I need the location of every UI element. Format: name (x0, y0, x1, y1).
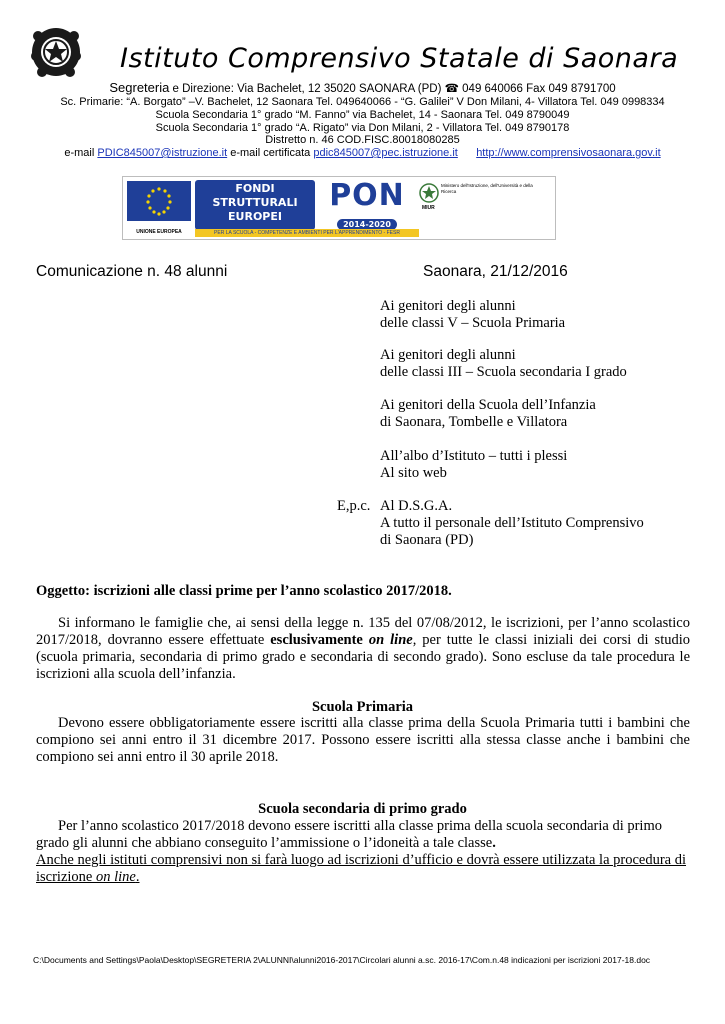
recipient-line: di Saonara (PD) (380, 532, 474, 548)
epc-label: E,p.c. (337, 498, 371, 514)
fondi-strutturali-logo (195, 180, 315, 230)
primaria-paragraph: Devono essere obbligatoriamente essere iscritti alla classe prima della Scuola Primaria tutti i bambini che compiono sei anni entro il 31 dicembre 2017. Possono essere iscritti alla stessa classe anche i bambini che compiono sei anni entro il 30 aprile 2018. (36, 715, 690, 765)
segreteria-label: Segreteria (109, 80, 170, 95)
recipient-line: Ai genitori degli alunni (380, 298, 516, 314)
pon-strip: PER LA SCUOLA - COMPETENZE E AMBIENTI PER L'APPRENDIMENTO - FESR (195, 229, 419, 237)
u2-text: iscrizione (36, 869, 96, 885)
recipient-block-1 (380, 298, 565, 332)
secondaria-underlined-2 (36, 869, 140, 886)
pon-logo (319, 180, 415, 228)
pon-text: PON (329, 178, 405, 213)
eu-label: UNIONE EUROPEA (136, 229, 182, 235)
recipient-line: delle classi III – Scuola secondaria I grado (380, 364, 627, 380)
fondi-line2: STRUTTURALI (212, 196, 298, 209)
pec-link[interactable]: pdic845007@pec.istruzione.it (313, 147, 458, 159)
secondaria-line-2 (36, 835, 496, 852)
comunicazione-number: Comunicazione n. 48 alunni (36, 263, 228, 280)
intro-bold-italic: on line (368, 632, 413, 648)
fondi-line3: EUROPEI (228, 210, 282, 223)
recipient-line: Ai genitori degli alunni (380, 347, 516, 363)
eu-flag-icon (127, 181, 191, 221)
eu-logo (127, 181, 191, 233)
recipient-block-2 (380, 347, 627, 381)
secondaria-line-2-text: grado gli alunni che abbiano conseguito l’ammissione o l’idoneità a tale classe (36, 835, 493, 851)
recipient-line: All’albo d’Istituto – tutti i plessi (380, 448, 568, 464)
school-name-title: Istituto Comprensivo Statale di Saonara (120, 43, 679, 74)
u2-end: . (135, 869, 140, 885)
distretto-line: Distretto n. 46 COD.FISC.80018080285 (265, 134, 460, 146)
recipient-line: A tutto il personale dell’Istituto Comprensivo (380, 515, 644, 531)
pec-label: e-mail certificata (227, 147, 314, 159)
recipient-line: Al sito web (380, 465, 447, 481)
fanno-line: Scuola Secondaria 1° grado “M. Fanno” via Bachelet, 14 - Saonara Tel. 049 8790049 (155, 109, 570, 121)
contacts-line (0, 147, 725, 159)
recipient-block-4 (380, 448, 567, 482)
primaria-title: Scuola Primaria (311, 699, 414, 715)
secondaria-underlined-1: Anche negli istituti comprensivi non si farà luogo ad iscrizioni d’ufficio e dovrà essere utilizzata la procedura di (36, 852, 687, 868)
intro-text-1: Si informano le famiglie che, ai sensi della legge n. 135 del 07/08/2012, le iscrizioni, per l’anno scolastico 2017/2018, dovranno essere effettuate (36, 615, 690, 648)
pon-years: 2014-2020 (337, 219, 397, 230)
secondaria-line-1: Per l’anno scolastico 2017/2018 devono essere iscritti alla classe prima della scuola secondaria di primo (58, 818, 662, 834)
website-link[interactable]: http://www.comprensivosaonara.gov.it (476, 147, 661, 159)
segreteria-address: e Direzione: Via Bachelet, 12 35020 SAONARA (PD) ☎ 049 640066 Fax 049 8791700 (169, 83, 616, 95)
recipient-line: Al D.S.G.A. (380, 498, 453, 514)
fondi-line1: FONDI (235, 182, 275, 195)
pon-banner (122, 176, 556, 240)
recipient-line: di Saonara, Tombelle e Villatora (380, 414, 568, 430)
oggetto-line: Oggetto: iscrizioni alle classi prime per l’anno scolastico 2017/2018. (36, 583, 452, 599)
segreteria-line (0, 80, 725, 95)
recipient-line: Ai genitori della Scuola dell’Infanzia (380, 397, 596, 413)
email-label: e-mail (64, 147, 98, 159)
secondaria-line-2-end: . (492, 835, 496, 851)
republic-emblem-icon (30, 26, 82, 78)
italy-emblem-icon (419, 183, 439, 203)
u2-italic: on line (96, 869, 136, 885)
ministry-text: Ministero dell'Istruzione, dell'Università e della Ricerca (441, 183, 533, 194)
secondaria-title: Scuola secondaria di primo grado (258, 801, 467, 817)
rigato-line: Scuola Secondaria 1° grado “A. Rigato” via Don Milani, 2 - Villatora Tel. 049 8790178 (155, 122, 570, 134)
recipient-line: delle classi V – Scuola Primaria (380, 315, 566, 331)
miur-label: MIUR (422, 205, 435, 211)
date-place: Saonara, 21/12/2016 (423, 263, 568, 280)
email-link[interactable]: PDIC845007@istruzione.it (97, 147, 228, 159)
recipient-block-3 (380, 397, 596, 431)
intro-bold: esclusivamente (270, 632, 363, 648)
intro-text-2: , per tutte le classi iniziali dei corsi di studio (scuola primaria, secondaria di primo grado e secondaria di secondo grado). Sono escluse da tale procedura le iscrizioni alla scuola dell’infanzia. (36, 632, 690, 682)
intro-paragraph (36, 615, 690, 683)
primarie-line: Sc. Primarie: “A. Borgato” –V. Bachelet, 12 Saonara Tel. 049640066 - “G. Galilei” V Don Milani, 4- Villatora Tel. 049 0998334 (60, 96, 665, 108)
recipient-block-5 (380, 498, 644, 549)
file-path-footer: C:\Documents and Settings\Paola\Desktop\SEGRETERIA 2\ALUNNI\alunni2016-2017\Circolari alunni a.sc. 2016-17\Com.n.48 indicazioni per iscrizioni 2017-18.doc (33, 955, 651, 965)
